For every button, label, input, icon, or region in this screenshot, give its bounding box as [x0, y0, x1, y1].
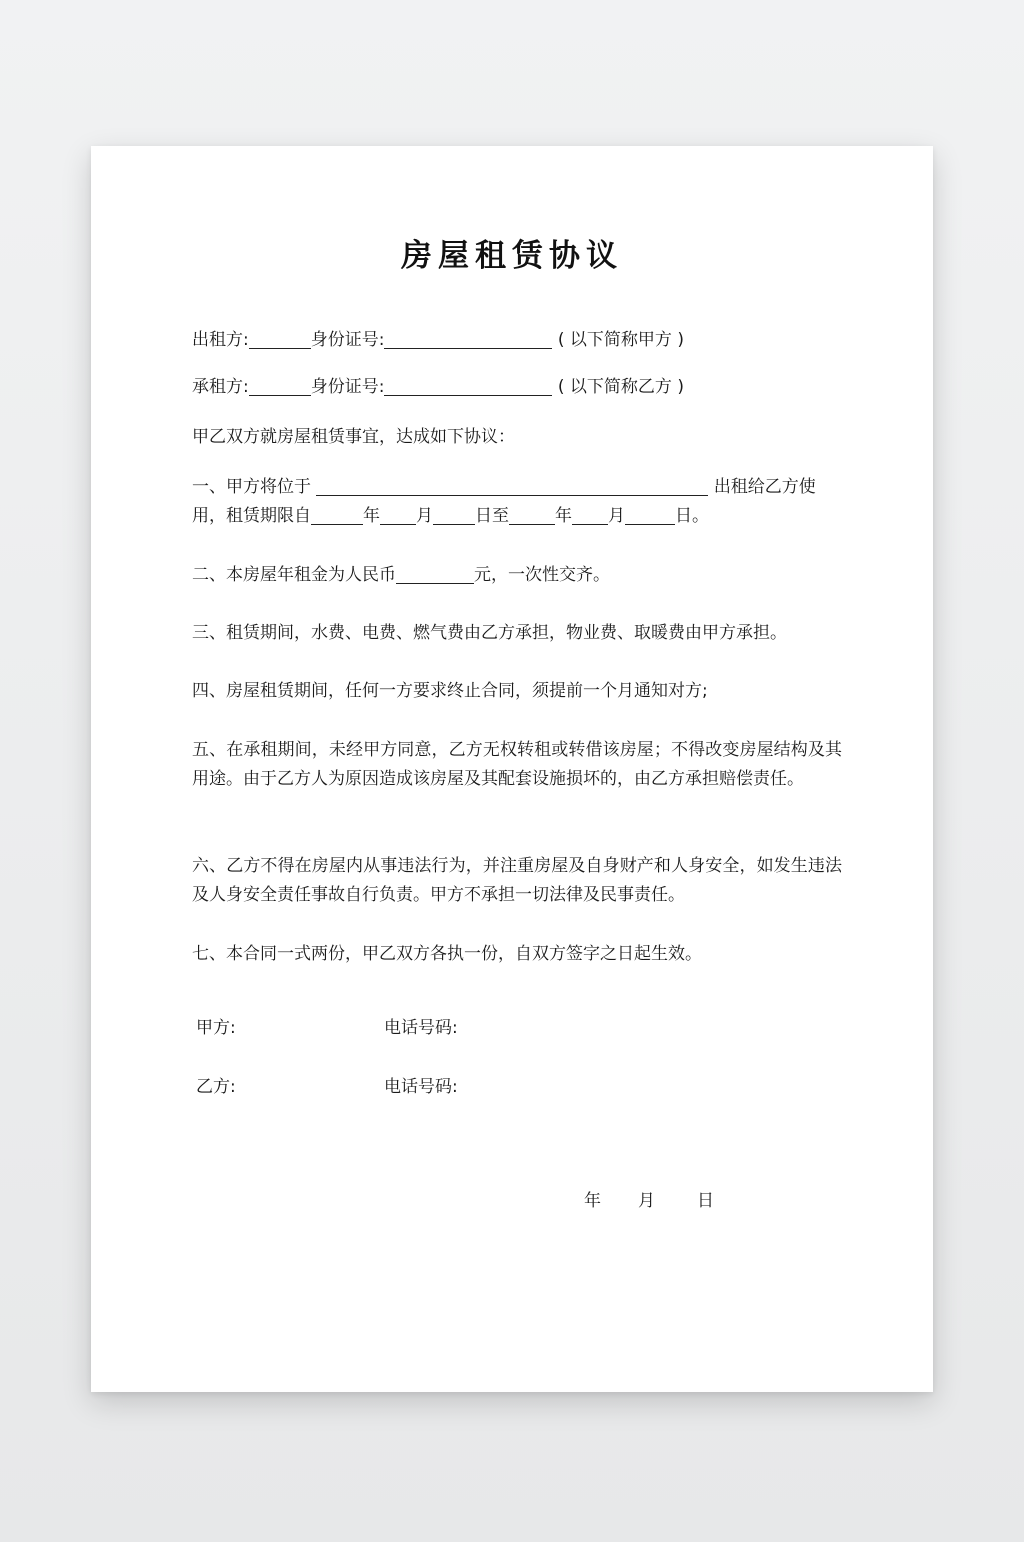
start-year-label: 年: [363, 506, 380, 526]
sign-date-month: 月: [638, 1191, 655, 1211]
end-year-blank[interactable]: [509, 504, 555, 525]
end-day-label: 日。: [675, 506, 709, 526]
lessor-id-label: 身份证号:: [310, 330, 385, 350]
party-b-signature-label: 乙方:: [196, 1077, 236, 1097]
clause-2-prefix: 二、本房屋年租金为人民币: [192, 565, 396, 585]
end-day-blank[interactable]: [625, 504, 675, 525]
end-month-blank[interactable]: [572, 504, 608, 525]
lessor-label: 出租方:: [192, 330, 249, 350]
clause-1-line-1: [192, 473, 816, 502]
clause-6: 六、乙方不得在房屋内从事违法行为，并注重房屋及自身财产和人身安全，如发生违法及人身安全责任事故自行负责。甲方不承担一切法律及民事责任。: [192, 856, 842, 905]
sign-date-day: 日: [697, 1191, 714, 1211]
clause-1-line2-start: 用，租赁期限自: [192, 506, 311, 526]
clause-4: 四、房屋租赁期间，任何一方要求终止合同，须提前一个月通知对方;: [192, 681, 708, 701]
clause-2: [192, 561, 610, 590]
end-month-label: 月: [608, 506, 625, 526]
property-address-blank[interactable]: [316, 475, 708, 496]
lessee-label: 承租方:: [192, 377, 249, 397]
intro-text: 甲乙双方就房屋租赁事宜，达成如下协议：: [192, 427, 515, 447]
party-b-phone-label: 电话号码:: [384, 1077, 458, 1097]
document-title: 房屋租赁协议: [401, 238, 623, 274]
lessor-note: ( 以下简称甲方 ): [557, 330, 684, 350]
lessor-line: [192, 326, 684, 355]
clause-1-prefix: 一、甲方将位于: [192, 477, 311, 497]
clause-2-suffix: 元，一次性交齐。: [474, 565, 610, 585]
clause-5: 五、在承租期间，未经甲方同意，乙方无权转租或转借该房屋；不得改变房屋结构及其用途。由于乙方人为原因造成该房屋及其配套设施损坏的，由乙方承担赔偿责任。: [192, 740, 842, 789]
start-month-blank[interactable]: [380, 504, 416, 525]
annual-rent-blank[interactable]: [396, 563, 474, 584]
lessee-name-blank[interactable]: [249, 375, 311, 396]
contract-page: [91, 146, 933, 1392]
end-year-label: 年: [555, 506, 572, 526]
lessee-id-blank[interactable]: [384, 375, 552, 396]
party-a-phone-label: 电话号码:: [384, 1018, 458, 1038]
clause-3: 三、租赁期间，水费、电费、燃气费由乙方承担，物业费、取暖费由甲方承担。: [192, 623, 787, 643]
start-day-label: 日至: [475, 506, 509, 526]
lessee-id-label: 身份证号:: [310, 377, 385, 397]
lessee-line: [192, 373, 684, 402]
start-day-blank[interactable]: [433, 504, 475, 525]
start-year-blank[interactable]: [311, 504, 363, 525]
clause-1-line-2: [192, 502, 709, 531]
clause-7: 七、本合同一式两份，甲乙双方各执一份，自双方签字之日起生效。: [192, 944, 702, 964]
lessor-name-blank[interactable]: [249, 328, 311, 349]
clause-1-suffix: 出租给乙方使: [713, 477, 816, 497]
lessor-id-blank[interactable]: [384, 328, 552, 349]
sign-date-year: 年: [584, 1191, 601, 1211]
lessee-note: ( 以下简称乙方 ): [557, 377, 684, 397]
start-month-label: 月: [416, 506, 433, 526]
party-a-signature-label: 甲方:: [196, 1018, 236, 1038]
